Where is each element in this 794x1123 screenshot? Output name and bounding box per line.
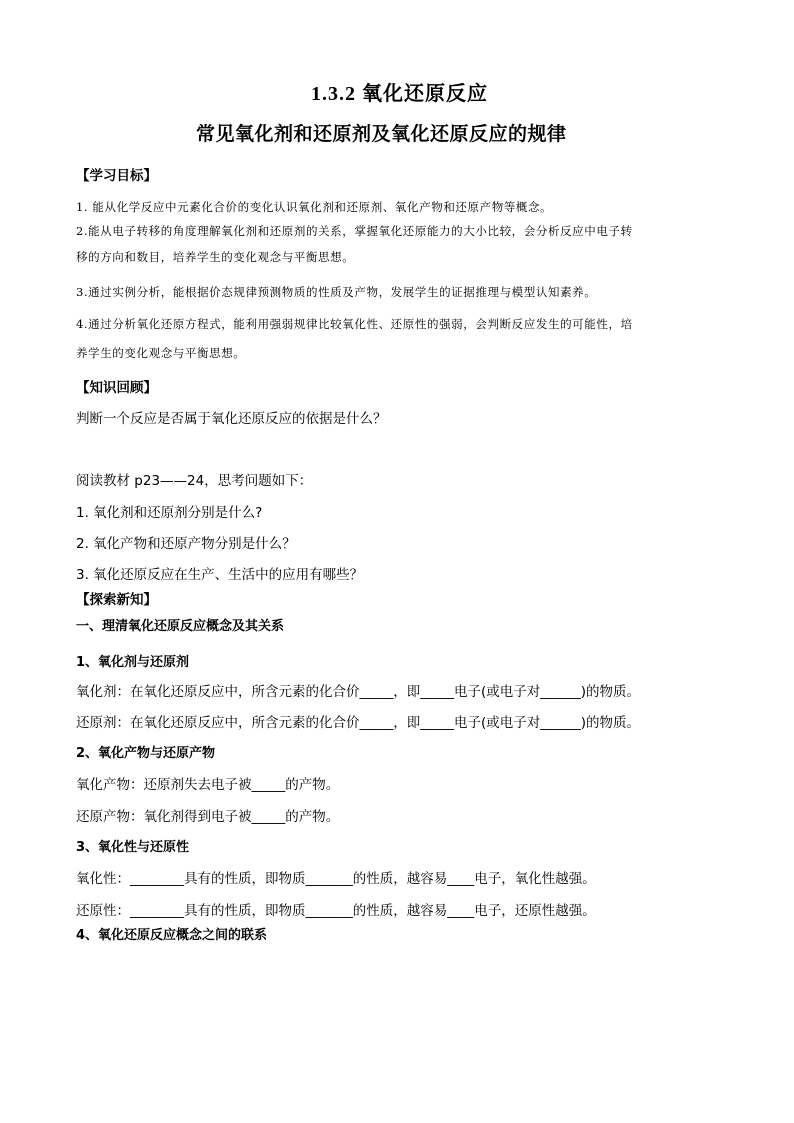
reading-instruction: 阅读教材 p23——24，思考问题如下： xyxy=(76,473,313,489)
objectives-heading: 【学习目标】 xyxy=(76,168,157,184)
objective-item: 4.通过分析氧化还原方程式，能利用强弱规律比较氧化性、还原性的强弱，会判断反应发生的可能性，培 xyxy=(76,317,633,331)
subsection-1-heading: 1、氧化剂与还原剂 xyxy=(76,655,190,670)
title-line-1: 1.3.2 氧化还原反应 xyxy=(311,83,488,105)
objective-item: 1. 能从化学反应中元素化合价的变化认识氧化剂和还原剂、氧化产物和还原产物等概念。 xyxy=(76,200,553,214)
subsection-4-heading: 4、氧化还原反应概念之间的联系 xyxy=(76,928,268,943)
objective-item: 3.通过实例分析，能根据价态规律预测物质的性质及产物，发展学生的证据推理与模型认知素养。 xyxy=(76,285,597,299)
oxidation-product-definition: 氧化产物：还原剂失去电子被_____的产物。 xyxy=(76,777,340,793)
reduction-product-definition: 还原产物：氧化剂得到电子被_____的产物。 xyxy=(76,809,340,825)
objective-item: 养学生的变化观念与平衡思想。 xyxy=(76,346,246,360)
reducing-property: 还原性：________具有的性质，即物质_______的性质，越容易____电子，还原性越强。 xyxy=(76,903,596,919)
oxidant-definition: 氧化剂：在氧化还原反应中，所含元素的化合价_____，即_____电子(或电子对______)的物质。 xyxy=(76,684,641,700)
review-question: 判断一个反应是否属于氧化还原反应的依据是什么？ xyxy=(76,411,387,427)
objective-item: 移的方向和数目，培养学生的变化观念与平衡思想。 xyxy=(76,250,355,264)
oxidizing-property: 氧化性：________具有的性质，即物质_______的性质，越容易____电子，氧化性越强。 xyxy=(76,871,596,887)
objective-item: 2.能从电子转移的角度理解氧化剂和还原剂的关系，掌握氧化还原能力的大小比较，会分析反应中电子转 xyxy=(76,224,633,238)
reductant-definition: 还原剂：在氧化还原反应中，所含元素的化合价_____，即_____电子(或电子对______)的物质。 xyxy=(76,715,641,731)
title-line-2: 常见氧化剂和还原剂及氧化还原反应的规律 xyxy=(196,123,567,145)
review-q1: 1. 氧化剂和还原剂分别是什么? xyxy=(76,505,263,521)
explore-heading: 【探索新知】 xyxy=(76,592,157,608)
subsection-2-heading: 2、氧化产物与还原产物 xyxy=(76,746,216,761)
review-heading: 【知识回顾】 xyxy=(76,380,157,396)
subsection-3-heading: 3、氧化性与还原性 xyxy=(76,840,190,855)
section-1-heading: 一、理清氧化还原反应概念及其关系 xyxy=(76,619,285,634)
review-q3: 3. 氧化还原反应在生产、生活中的应用有哪些？ xyxy=(76,567,364,583)
review-q2: 2. 氧化产物和还原产物分别是什么？ xyxy=(76,536,296,552)
